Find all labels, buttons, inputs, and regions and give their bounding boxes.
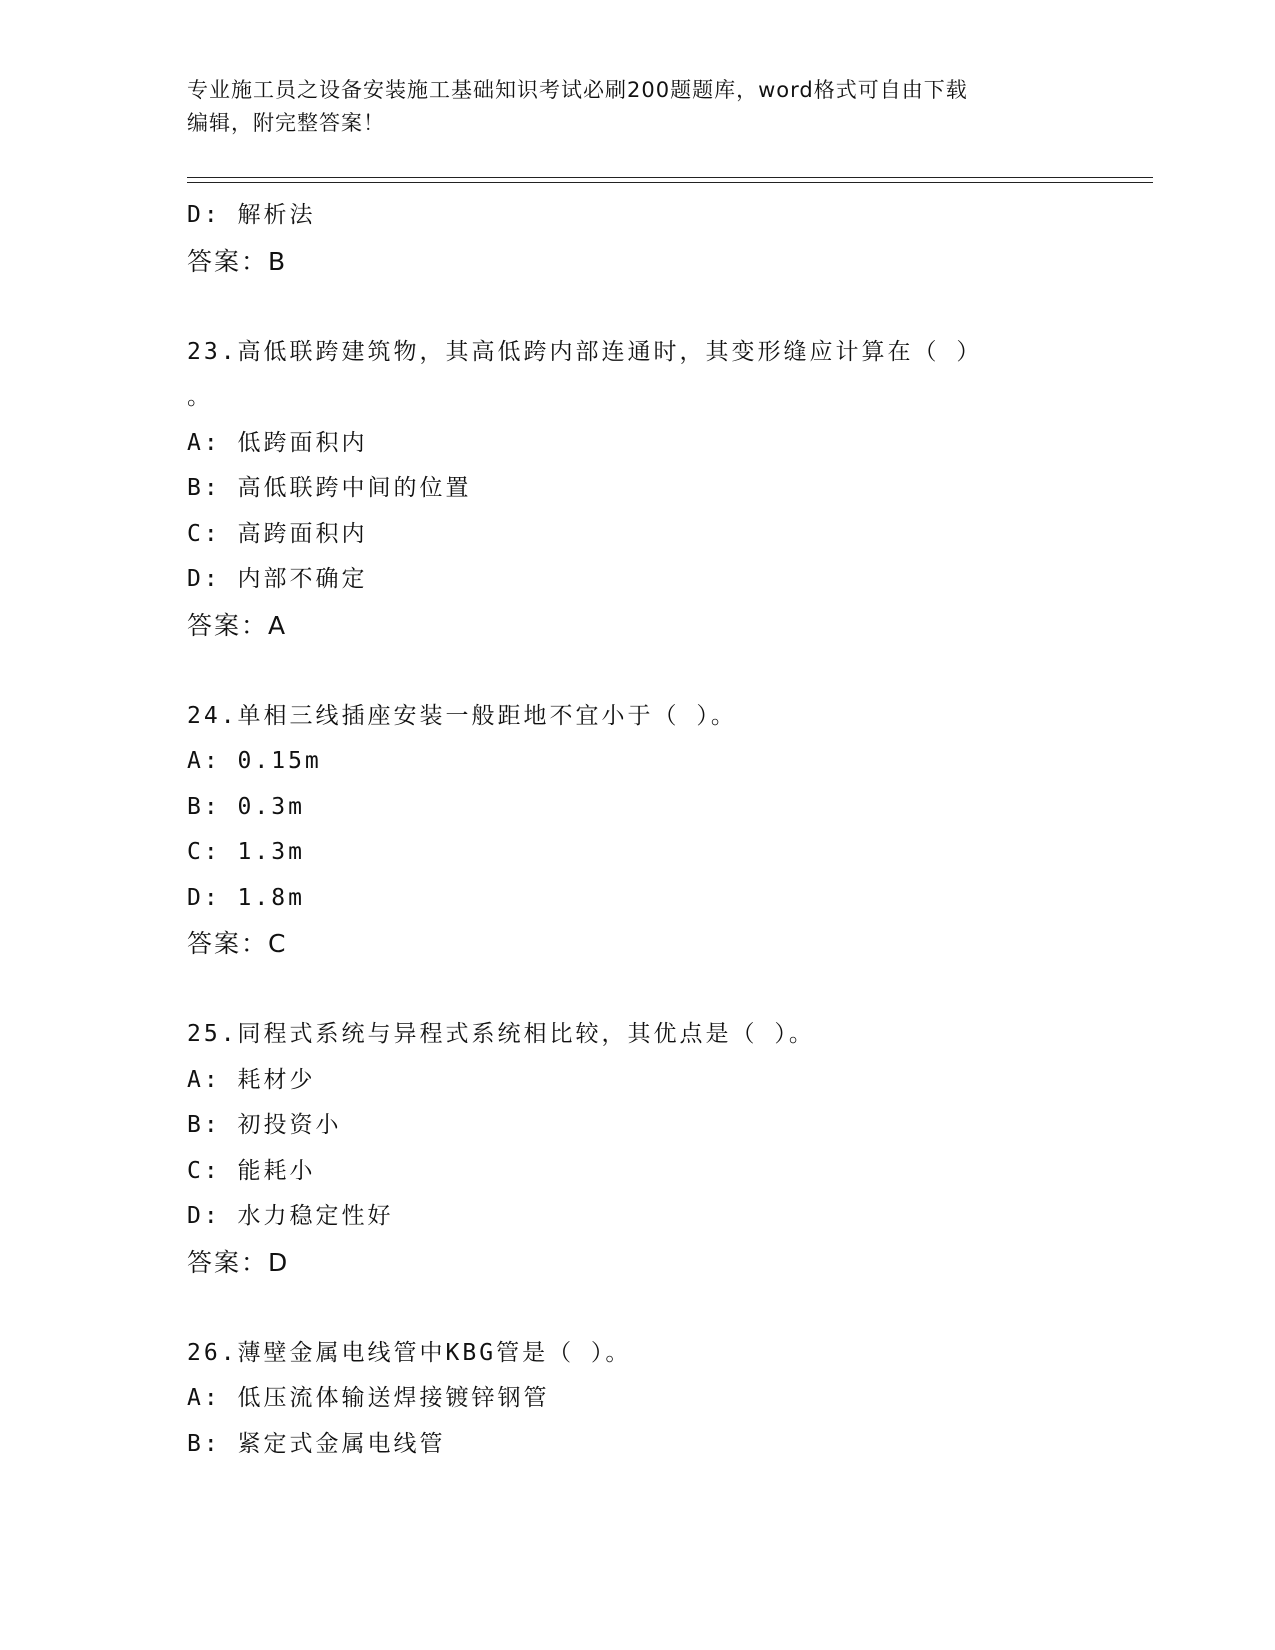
question-26 [187,1331,1153,1468]
question-25 [187,1012,1153,1285]
option-d: D: 水力稳定性好 [187,1203,394,1229]
option-a: A: 低压流体输送焊接镀锌钢管 [187,1385,550,1411]
option-d: D: 解析法 [187,202,316,228]
spacer [187,1285,1153,1331]
question-stem: 26.薄壁金属电线管中KBG管是（ ）。 [187,1339,632,1366]
option-b: B: 紧定式金属电线管 [187,1430,446,1457]
option-d: D: 内部不确定 [187,566,368,592]
header-divider-bottom [187,182,1153,183]
option-c: C: 1.3m [187,839,305,865]
option-c: C: 能耗小 [187,1157,316,1184]
header-line-2: 编辑，附完整答案！ [187,111,385,135]
question-stem: 23.高低联跨建筑物，其高低跨内部连通时，其变形缝应计算在（ ） [187,338,983,365]
question-stem-continued: 。 [187,384,213,410]
question-stem: 25.同程式系统与异程式系统相比较，其优点是（ ）。 [187,1021,815,1047]
option-c: C: 高跨面积内 [187,520,368,547]
question-24 [187,694,1153,967]
answer: 答案：B [187,246,288,276]
question-23 [187,330,1153,649]
header-divider-top [187,177,1153,178]
question-list [187,193,1153,1467]
option-a: A: 耗材少 [187,1066,316,1093]
option-a: A: 低跨面积内 [187,429,368,456]
spacer [187,284,1153,330]
option-d: D: 1.8m [187,884,305,911]
option-b: B: 0.3m [187,793,305,820]
option-b: B: 初投资小 [187,1112,342,1138]
answer: 答案：C [187,929,288,958]
spacer [187,648,1153,694]
option-b: B: 高低联跨中间的位置 [187,475,472,501]
option-a: A: 0.15m [187,748,322,774]
spacer [187,967,1153,1013]
document-header [187,74,1087,140]
answer: 答案：D [187,1247,290,1277]
answer: 答案：A [187,610,288,640]
header-line-1: 专业施工员之设备安装施工基础知识考试必刷200题题库，word格式可自由下载 [187,78,968,102]
question-stem: 24.单相三线插座安装一般距地不宜小于（ ）。 [187,702,737,729]
